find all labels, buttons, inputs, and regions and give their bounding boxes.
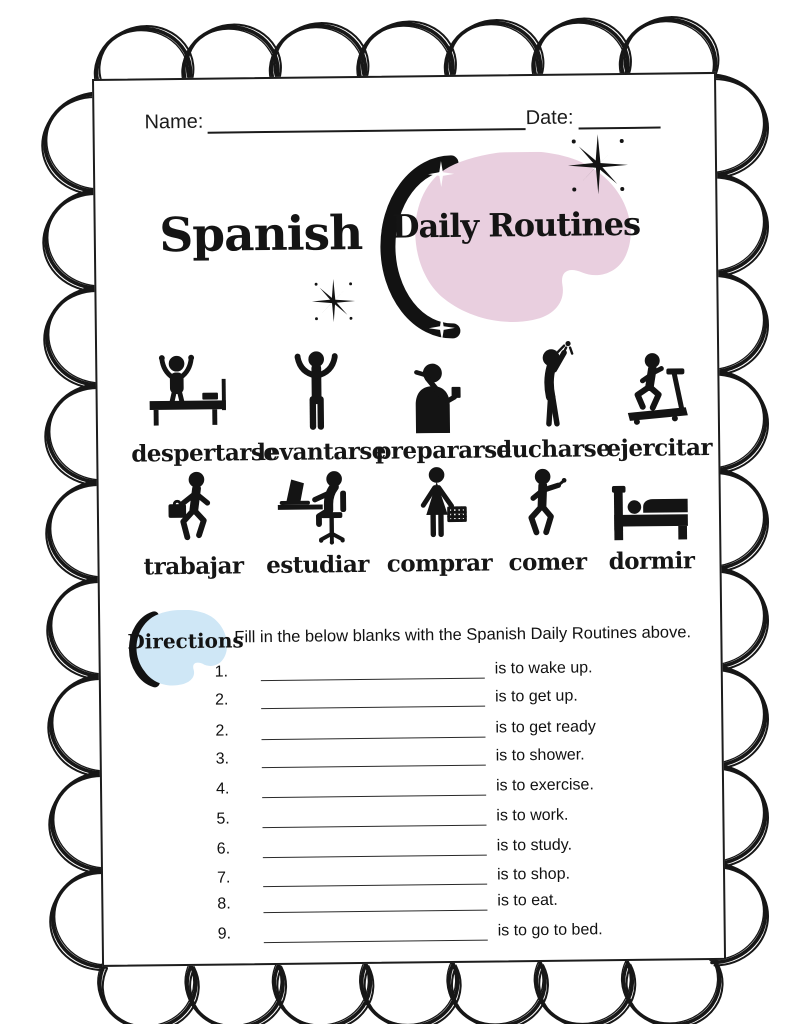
item-number: 6. bbox=[216, 840, 231, 858]
page-title-spanish: Spanish bbox=[159, 205, 363, 264]
exercise-row bbox=[212, 801, 704, 829]
brush-teeth-icon bbox=[402, 359, 467, 434]
item-number: 2. bbox=[215, 722, 229, 740]
answer-blank bbox=[262, 777, 486, 799]
item-number: 7. bbox=[216, 869, 231, 887]
vocab-card-dormir bbox=[590, 461, 711, 575]
exercise-row bbox=[213, 886, 705, 914]
item-number: 9. bbox=[217, 925, 232, 943]
stand-up-icon bbox=[284, 348, 349, 435]
shopping-basket-icon bbox=[406, 466, 471, 547]
exercise-row bbox=[212, 741, 704, 769]
item-phrase: is to study. bbox=[496, 836, 573, 855]
vocab-word: ducharse bbox=[496, 435, 611, 464]
wake-up-bed-icon bbox=[142, 349, 239, 436]
name-label: Name: bbox=[144, 110, 204, 134]
answer-blank bbox=[263, 892, 487, 914]
vocab-word: trabajar bbox=[143, 552, 244, 581]
exercise-row bbox=[213, 831, 705, 859]
item-phrase: is to go to bed. bbox=[497, 921, 603, 940]
vocab-word: dormir bbox=[608, 547, 695, 576]
vocab-word: ejercitar bbox=[606, 433, 713, 463]
answer-blank bbox=[261, 688, 485, 710]
walk-briefcase-icon bbox=[160, 471, 225, 550]
item-number: 4. bbox=[215, 780, 230, 798]
vocab-card-estudiar bbox=[256, 465, 377, 579]
sparkle-white-bottom-icon bbox=[429, 315, 455, 341]
item-phrase: is to wake up. bbox=[494, 659, 593, 678]
starburst-small-icon bbox=[310, 278, 357, 325]
vocab-word: comprar bbox=[386, 549, 493, 578]
answer-blank bbox=[262, 747, 486, 769]
item-number: 5. bbox=[216, 810, 230, 828]
shower-icon bbox=[528, 340, 577, 433]
answer-blank bbox=[263, 866, 487, 888]
item-phrase: is to get ready bbox=[495, 718, 596, 737]
date-label: Date: bbox=[525, 106, 574, 130]
vocab-card-levantarse bbox=[256, 344, 386, 467]
name-blank bbox=[207, 106, 526, 134]
item-phrase: is to eat. bbox=[497, 891, 558, 910]
exercise-row bbox=[211, 713, 703, 741]
item-phrase: is to exercise. bbox=[495, 776, 594, 795]
vocab-card-despertarse bbox=[130, 345, 278, 468]
vocab-card-comprar bbox=[378, 463, 499, 577]
item-number: 3. bbox=[215, 750, 230, 768]
desk-laptop-icon bbox=[272, 467, 361, 548]
answer-blank bbox=[261, 660, 485, 682]
eat-walk-icon bbox=[514, 467, 579, 546]
item-phrase: is to get up. bbox=[494, 687, 578, 706]
exercise-row bbox=[211, 682, 703, 710]
vocab-word: prepararse bbox=[375, 436, 511, 465]
sleep-bed-icon bbox=[607, 481, 696, 544]
page-title-daily-routines: Daily Routines bbox=[391, 204, 641, 246]
item-phrase: is to shop. bbox=[496, 865, 571, 884]
exercise-row bbox=[211, 654, 703, 682]
vocab-card-prepararse bbox=[374, 342, 511, 465]
name-date-row bbox=[144, 105, 660, 135]
vocab-card-ejercitar bbox=[598, 340, 719, 462]
exercise-row bbox=[214, 916, 706, 944]
directions-instruction: Fill in the below blanks with the Spanish Daily Routines above. bbox=[234, 623, 692, 647]
vocab-card-trabajar bbox=[132, 466, 253, 580]
vocab-word: comer bbox=[508, 548, 587, 577]
sparkle-white-top-icon bbox=[428, 161, 454, 187]
worksheet-page bbox=[92, 72, 726, 967]
answer-blank bbox=[264, 922, 488, 944]
vocab-word: estudiar bbox=[265, 550, 370, 580]
item-number: 2. bbox=[214, 691, 229, 709]
item-phrase: is to shower. bbox=[495, 746, 585, 765]
treadmill-icon bbox=[622, 346, 695, 431]
answer-blank bbox=[262, 807, 486, 829]
vocab-word: levantarse bbox=[257, 437, 386, 467]
item-number: 1. bbox=[214, 663, 229, 681]
answer-blank bbox=[261, 719, 485, 741]
vocab-card-ducharse bbox=[492, 341, 613, 463]
date-blank bbox=[578, 105, 660, 130]
vocab-card-comer bbox=[486, 462, 607, 576]
vocab-word: despertarse bbox=[131, 438, 278, 468]
item-number: 8. bbox=[217, 895, 231, 913]
answer-blank bbox=[263, 837, 487, 859]
exercise-row bbox=[213, 860, 705, 888]
directions-label: Directions bbox=[127, 628, 244, 654]
starburst-large-icon bbox=[566, 133, 631, 198]
item-phrase: is to work. bbox=[496, 806, 569, 825]
exercise-row bbox=[212, 771, 704, 799]
